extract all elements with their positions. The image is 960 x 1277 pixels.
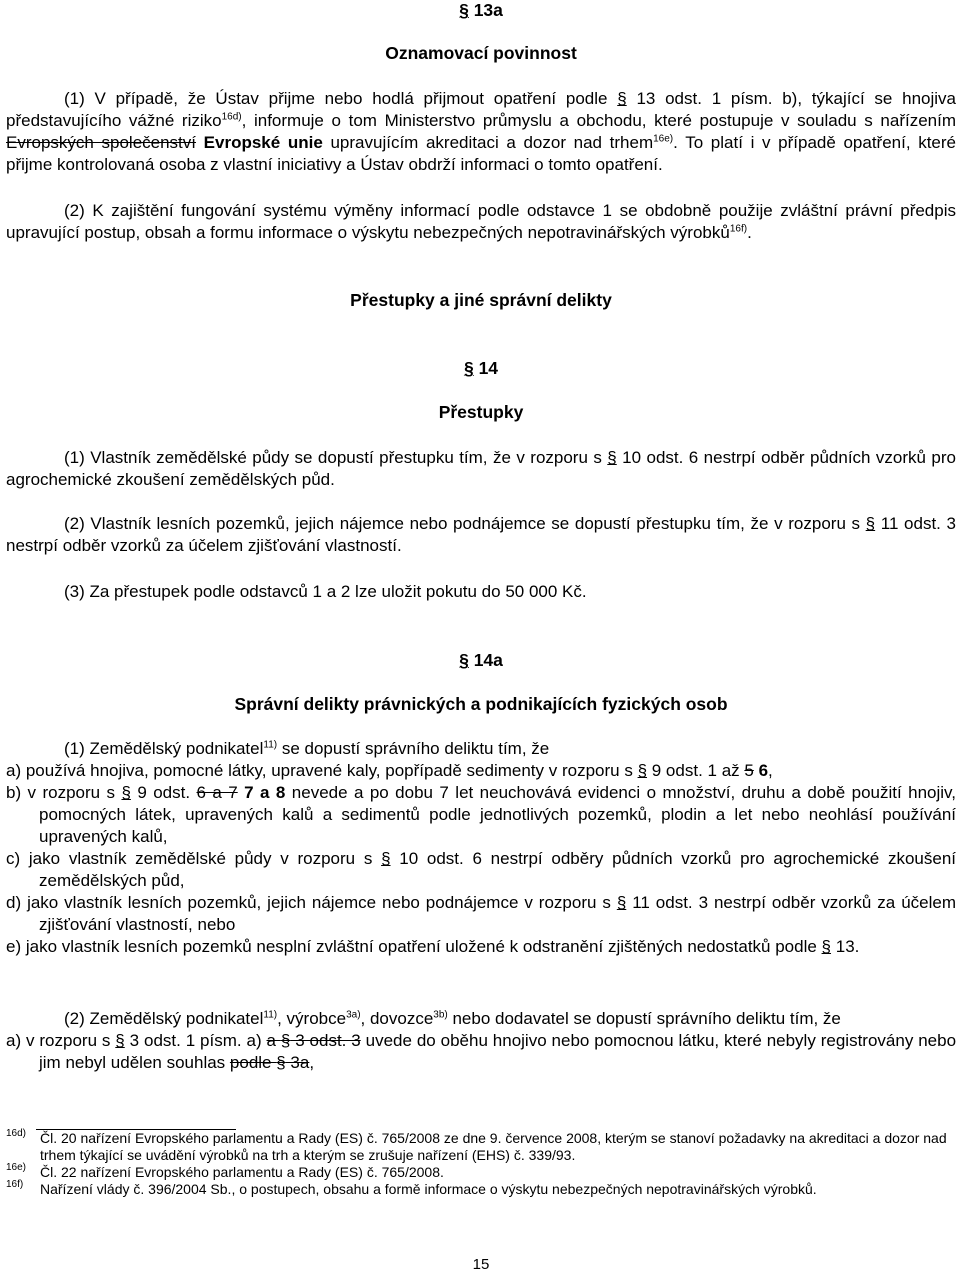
text-run: 13 odst. 1 písm. b), týkající se hnojiva představujícího vážné riziko [6,89,957,130]
text-run: 7 a 8 [244,783,286,802]
text-run: uvede do oběhu hnojivo nebo pomocnou látku, které nebyly registrovány nebo jim nebyl udělen souhlas [39,1031,957,1072]
list-item [6,892,956,936]
page-number: 15 [472,1256,490,1273]
text-run: jako vlastník lesních pozemků nesplní zvláštní opatření uložené k odstranění zjištěných nedostatků podle [25,937,822,956]
list-item-text [27,893,956,934]
section-14-paragraph-1 [6,447,956,491]
text-run: v rozporu s [27,783,122,802]
section-14a-paragraph-1-intro [6,738,956,760]
text-run: 11 odst. 3 nestrpí odběr vzorků za účelem zjišťování vlastností, nebo [39,893,956,934]
text-run: (1) Zemědělský podnikatel [64,739,264,758]
text-run: Čl. 22 nařízení Evropského parlamentu a Rady (ES) č. 765/2008. [40,1164,444,1180]
section-number: 13a [473,0,503,20]
footnote-text [40,1181,817,1197]
text-run: 10 odst. 6 nestrpí odběr půdních vzorků pro agrochemické zkoušení zemědělských půd. [6,448,956,489]
text-run: (1) V případě, že Ústav přijme nebo hodlá přijmout opatření podle [64,89,618,108]
text-run: jako vlastník zemědělské půdy v rozporu s [28,849,382,868]
text-run: (3) Za přestupek podle odstavců 1 a 2 lze uložit pokutu do 50 000 Kč. [64,582,587,601]
list-item [6,1030,956,1074]
list-item-label: a) [6,1031,26,1050]
text-run: 6 [758,761,769,780]
text-run: , [309,1053,315,1072]
list-item-label: d) [6,893,28,912]
text-run: . [747,223,752,242]
text-run: § [280,1031,291,1050]
text-run: Čl. 20 nařízení Evropského parlamentu a Rady (ES) č. 765/2008 ze dne 9. července 2008, kterým se stanoví požadavky na akreditaci a dozor nad trhem týkající se uvádění výrobků na trh a kterým se zrušuje nařízení (EHS) č. 339/93. [40,1130,947,1163]
text-run: § [115,1031,125,1050]
text-run: (2) Zemědělský podnikatel [64,1009,264,1028]
section-13a-heading [6,0,956,21]
text-run: 9 odst. [130,783,197,802]
footnote-text [40,1130,947,1163]
text-run: 16f) [729,223,748,235]
list-item-label: e) [6,937,26,956]
footnote-mark: 16d) [6,1128,27,1139]
text-run: 11) [263,1009,278,1021]
section-number: 14a [473,650,503,670]
text-run: 11) [263,739,278,751]
list-item-text [26,1031,956,1072]
text-run: 3b) [433,1009,448,1021]
text-run: , výrobce [277,1009,347,1028]
text-run: 6 a 7 [196,783,238,802]
list-item-label: c) [6,849,29,868]
text-run: 3a [285,1053,310,1072]
section-14-heading [6,358,956,379]
footnote-list [6,1130,956,1198]
list-item [6,936,956,958]
section-14a-title: Správní delikty právnických a podnikajících fyzických osob [234,694,728,714]
section-14-paragraph-2 [6,513,956,557]
footnote [6,1130,956,1164]
footnote-mark: 16e) [6,1162,27,1173]
text-run: a [266,1031,281,1050]
section-14-paragraph-3 [6,581,956,603]
text-run: se dopustí správního deliktu tím, že [277,739,550,758]
section-symbol: § [463,358,474,378]
text-run: § [381,849,391,868]
list-item-text [26,761,773,780]
section-14a-paragraph-2-intro [6,1008,956,1030]
text-run: 3a) [346,1009,361,1021]
text-run: § [637,761,648,780]
text-run: 3 odst. 3 [290,1031,361,1050]
list-item [6,848,956,892]
list-item-label: a) [6,761,26,780]
footnote [6,1164,956,1181]
text-run: 10 odst. 6 nestrpí odběry půdních vzorků pro agrochemické zkoušení zemědělských půd, [39,849,957,890]
section-symbol: § [459,650,469,670]
list-item [6,760,956,782]
footnote [6,1181,956,1198]
text-run: 13. [831,937,860,956]
section-14a-paragraph-1-list [6,760,956,958]
footnotes [6,1129,956,1198]
footnote-text [40,1164,444,1180]
text-run: Evropských společenství [6,133,197,152]
text-run: (2) Vlastník lesních pozemků, jejich nájemce nebo podnájemce se dopustí přestupku tím, že v rozporu s [64,514,866,533]
text-run: 16e) [653,133,674,145]
text-run: 11 odst. 3 nestrpí odběr vzorků za účelem zjišťování vlastností. [6,514,956,555]
text-run: 16d) [221,111,242,123]
text-run: . To platí i v případě opatření, které přijme kontrolovaná osoba z vlastní iniciativy a Ústav obdrží informaci o tomto opatření. [6,133,957,174]
text-run: , dovozce [360,1009,434,1028]
text-run: § [121,783,131,802]
text-run: (2) K zajištění fungování systému výměny informací podle odstavce 1 se obdobně použije zvláštní právní předpis upravující postup, obsah a formu informace o výskytu nebezpečných nepotravinářských výrobků [6,201,956,242]
text-run: nevede a po dobu 7 let neuchovává evidenci o množství, druhu a době použití hnojiv, pomocných látek, upravených kalů a sedimentů podle jednotlivých pozemků, plodin a let nebo neohlásí používání upravených kalů, [39,783,957,846]
text-run: nebo dodavatel se dopustí správního deliktu tím, že [447,1009,841,1028]
text-run: Nařízení vlády č. 396/2004 Sb., o postupech, obsahu a formě informace o výskytu nebezpečných nepotravinářských výrobků. [40,1181,817,1197]
list-item-text [26,937,860,956]
list-item-text [28,783,956,846]
text-run: § [276,1053,286,1072]
list-item [6,782,956,848]
text-run: podle [229,1053,277,1072]
document-page [6,0,956,1277]
text-run: v rozporu s [26,1031,116,1050]
text-run: § [865,514,876,533]
text-run: , [768,761,773,780]
section-13a-paragraph-1 [6,88,956,176]
text-run: 9 odst. 1 až [647,761,745,780]
text-run: používá hnojiva, pomocné látky, upravené kaly, popřípadě sedimenty v rozporu s [25,761,638,780]
list-item-text [29,849,956,890]
part-title: Přestupky a jiné správní delikty [350,290,612,310]
text-run: (1) Vlastník zemědělské půdy se dopustí přestupku tím, že v rozporu s [64,448,608,467]
section-14-title: Přestupky [438,402,524,422]
section-14a-paragraph-2-list [6,1030,956,1074]
section-13a-paragraph-2 [6,200,956,244]
text-run: § [616,893,627,912]
text-run: Evropské unie [196,133,323,152]
text-run: 5 [744,761,754,780]
text-run: § [821,937,832,956]
text-run: , informuje o tom Ministerstvo průmyslu a obchodu, které postupuje v souladu s nařízením [241,111,956,130]
section-14a-heading [6,650,956,671]
text-run: jako vlastník lesních pozemků, jejich nájemce nebo podnájemce v rozporu s [27,893,617,912]
text-run: 3 odst. 1 písm. a) [124,1031,267,1050]
list-item-label: b) [6,783,28,802]
text-run: upravujícím akreditaci a dozor nad trhem [322,133,654,152]
text-run: § [607,448,617,467]
section-symbol: § [459,0,469,20]
text-run: § [617,89,627,108]
section-number: 14 [478,358,499,378]
footnote-mark: 16f) [6,1179,24,1190]
section-13a-title: Oznamovací povinnost [385,43,577,63]
